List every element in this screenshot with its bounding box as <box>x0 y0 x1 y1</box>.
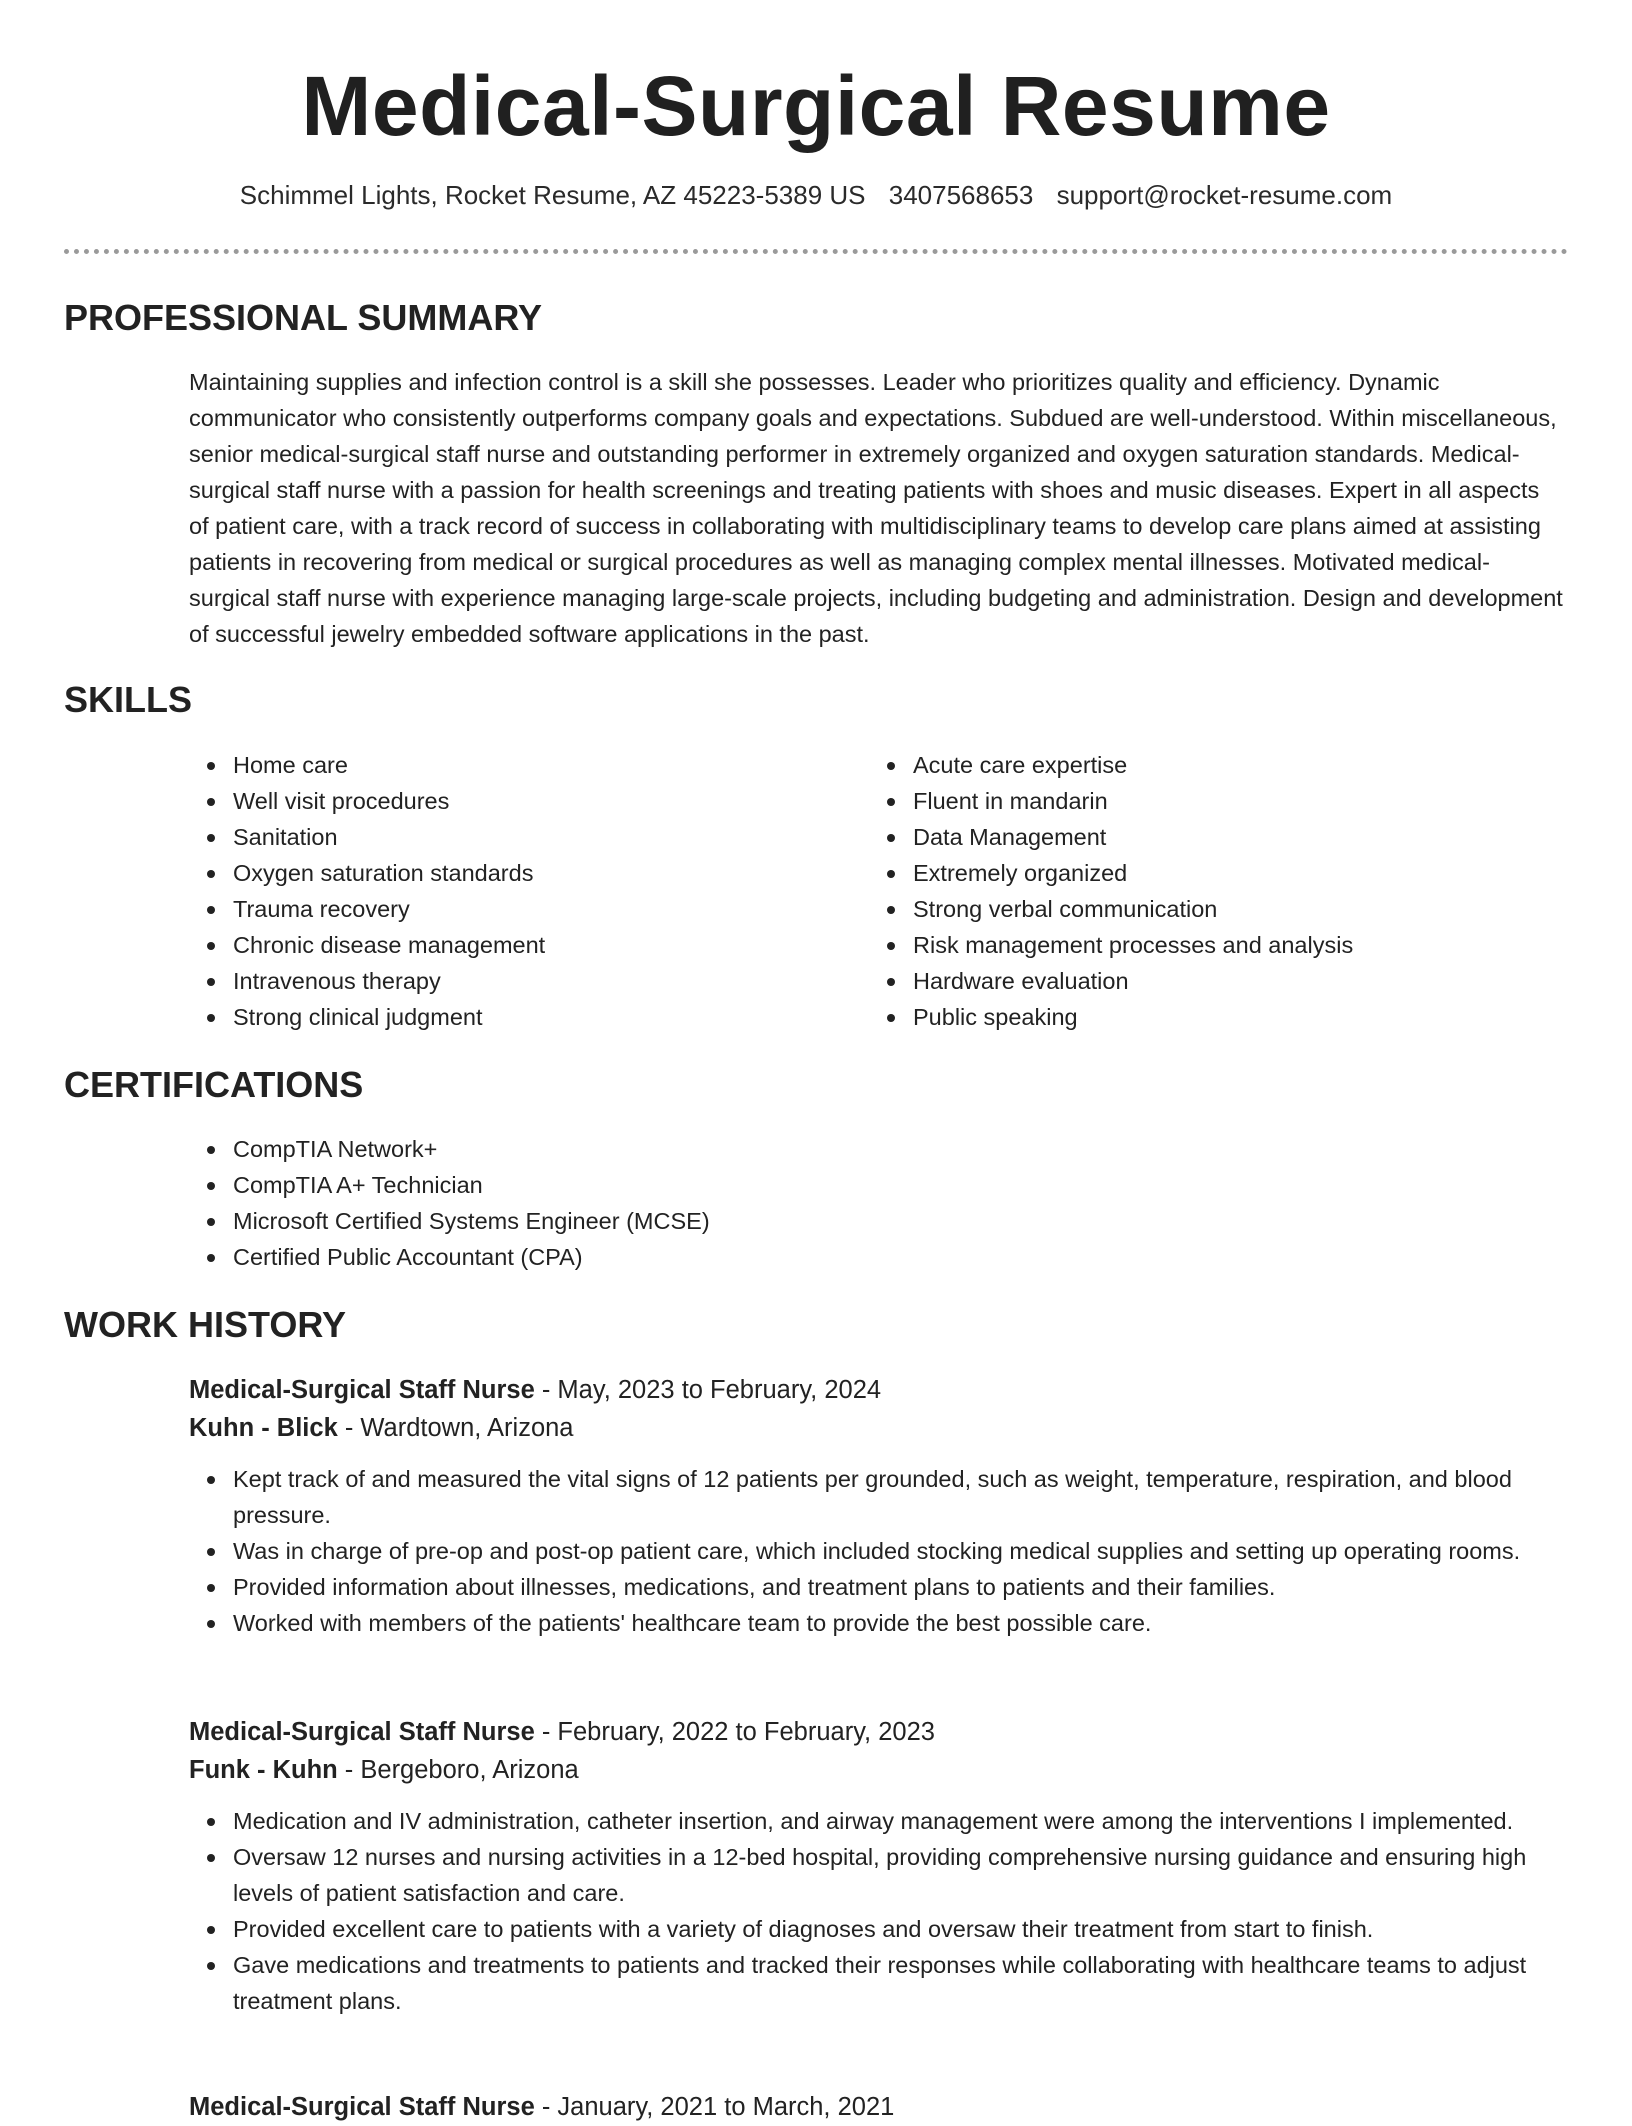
work-history-heading: WORK HISTORY <box>64 1304 347 1345</box>
job-bullet: Provided information about illnesses, medications, and treatment plans to patients and their families. <box>233 1569 1569 1605</box>
header-divider <box>64 249 1568 254</box>
job-role: Medical-Surgical Staff Nurse <box>189 1376 535 1404</box>
skill-item: Public speaking <box>913 999 1509 1035</box>
skill-item: Acute care expertise <box>913 747 1509 783</box>
job-location: - Wardtown, Arizona <box>337 1414 574 1442</box>
job-entry <box>189 1713 1569 2019</box>
skills-right-column <box>869 747 1509 1035</box>
skill-item: Trauma recovery <box>233 891 829 927</box>
job-entry <box>189 1371 1569 1641</box>
contact-email: support@rocket-resume.com <box>1056 180 1393 210</box>
summary-text: Maintaining supplies and infection control is a skill she possesses. Leader who prioritizes quality and efficiency. Dynamic communicator who consistently outperforms company goals and expectations. Subdued are well-understood. Within miscellaneous, senior medical-surgical staff nurse and outstanding performer in extremely organized and oxygen saturation standards. Medical-surgical staff nurse with a passion for health screenings and treating patients with shoes and music diseases. Expert in all aspects of patient care, with a track record of success in collaborating with multidisciplinary teams to develop care plans aimed at assisting patients in recovering from medical or surgical procedures as well as managing complex mental illnesses. Motivated medical-surgical staff nurse with experience managing large-scale projects, including budgeting and administration. Design and development of successful jewelry embedded software applications in the past. <box>189 369 1563 647</box>
job-title-line <box>189 1713 1569 1751</box>
job-role: Medical-Surgical Staff Nurse <box>189 2093 535 2121</box>
certification-item: Certified Public Accountant (CPA) <box>233 1239 989 1275</box>
job-bullet: Kept track of and measured the vital signs of 12 patients per grounded, such as weight, temperature, respiration, and blood pressure. <box>233 1461 1569 1533</box>
skill-item: Intravenous therapy <box>233 963 829 999</box>
certifications-list <box>189 1131 989 1275</box>
skill-item: Sanitation <box>233 819 829 855</box>
job-entry <box>189 2088 1569 2126</box>
skill-item: Hardware evaluation <box>913 963 1509 999</box>
job-bullets <box>189 1803 1569 2019</box>
job-bullets <box>189 1461 1569 1641</box>
certification-item: Microsoft Certified Systems Engineer (MCSE) <box>233 1203 989 1239</box>
skill-item: Chronic disease management <box>233 927 829 963</box>
job-role: Medical-Surgical Staff Nurse <box>189 1718 535 1746</box>
skill-item: Home care <box>233 747 829 783</box>
skills-heading: SKILLS <box>64 679 193 720</box>
skill-item: Strong clinical judgment <box>233 999 829 1035</box>
job-bullet: Worked with members of the patients' healthcare team to provide the best possible care. <box>233 1605 1569 1641</box>
certification-item: CompTIA A+ Technician <box>233 1167 989 1203</box>
certifications-heading: CERTIFICATIONS <box>64 1064 364 1105</box>
job-bullet: Oversaw 12 nurses and nursing activities in a 12-bed hospital, providing comprehensive nursing guidance and ensuring high levels of patient satisfaction and care. <box>233 1839 1569 1911</box>
contact-phone: 3407568653 <box>888 180 1034 210</box>
job-dates: - January, 2021 to March, 2021 <box>534 2093 895 2121</box>
skill-item: Data Management <box>913 819 1509 855</box>
skill-item: Strong verbal communication <box>913 891 1509 927</box>
job-title-line <box>189 1371 1569 1409</box>
contact-line <box>0 178 1632 212</box>
skill-item: Oxygen saturation standards <box>233 855 829 891</box>
summary-heading: PROFESSIONAL SUMMARY <box>64 297 543 338</box>
job-bullet: Was in charge of pre-op and post-op patient care, which included stocking medical supplies and setting up operating rooms. <box>233 1533 1569 1569</box>
job-company: Kuhn - Blick <box>189 1414 338 1442</box>
job-company: Funk - Kuhn <box>189 1756 338 1784</box>
job-bullet: Medication and IV administration, catheter insertion, and airway management were among the interventions I implemented. <box>233 1803 1569 1839</box>
job-company-line <box>189 1751 1569 1789</box>
skill-item: Risk management processes and analysis <box>913 927 1509 963</box>
job-title-line <box>189 2088 1569 2126</box>
skills-left-column <box>189 747 829 1035</box>
job-bullet: Provided excellent care to patients with a variety of diagnoses and oversaw their treatment from start to finish. <box>233 1911 1569 1947</box>
job-dates: - February, 2022 to February, 2023 <box>534 1718 935 1746</box>
certification-item: CompTIA Network+ <box>233 1131 989 1167</box>
job-company-line <box>189 1409 1569 1447</box>
resume-name: Medical-Surgical Resume <box>301 59 1331 153</box>
job-bullet: Gave medications and treatments to patients and tracked their responses while collaborating with healthcare teams to adjust treatment plans. <box>233 1947 1569 2019</box>
skill-item: Extremely organized <box>913 855 1509 891</box>
job-location: - Bergeboro, Arizona <box>337 1756 579 1784</box>
skill-item: Fluent in mandarin <box>913 783 1509 819</box>
contact-address: Schimmel Lights, Rocket Resume, AZ 45223-5389 US <box>239 180 866 210</box>
skill-item: Well visit procedures <box>233 783 829 819</box>
job-dates: - May, 2023 to February, 2024 <box>534 1376 882 1404</box>
